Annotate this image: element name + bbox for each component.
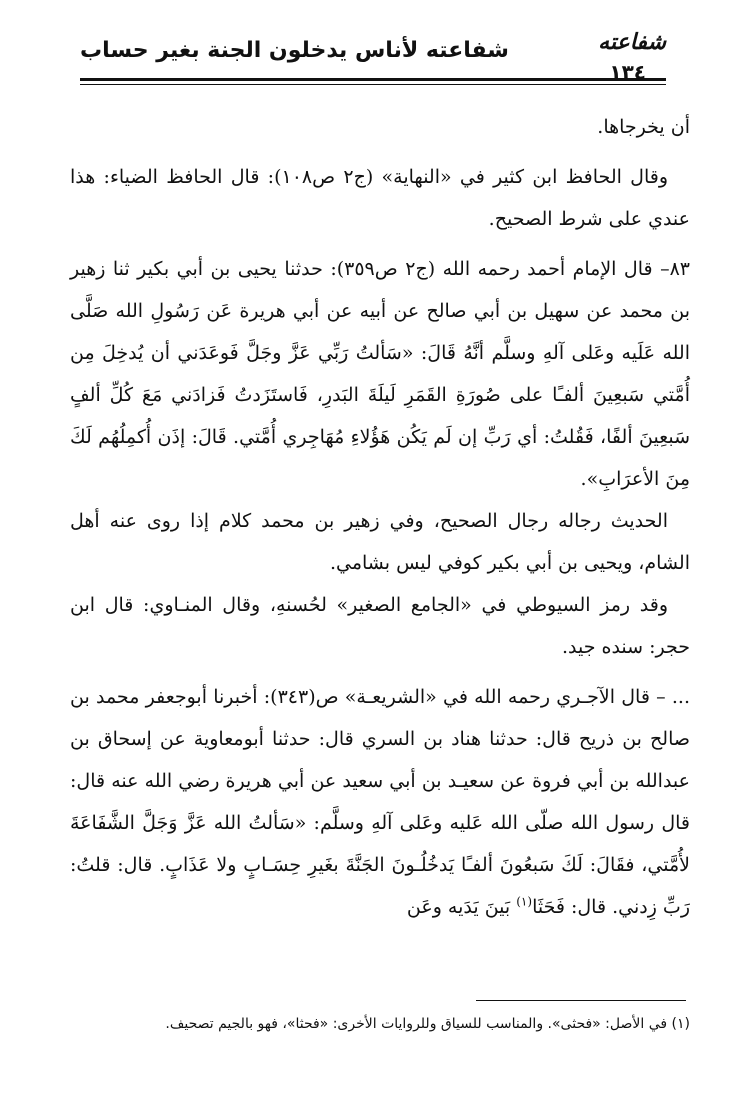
footnote-rule — [476, 1000, 686, 1001]
header-rule — [80, 78, 666, 81]
hadith-ajurri-tail: بَينَ يَدَيه وعَن — [406, 896, 511, 918]
paragraph-2: وقال الحافظ ابن كثير في «النهاية» (ج٢ ص١٠٨): قال الحافظ الضياء: هذا عندي على شرط الصحيح. — [70, 166, 690, 230]
header-logo: شفاعته — [598, 30, 666, 55]
header-rule-thin — [80, 84, 666, 85]
paragraph-grading: الحديث رجاله رجال الصحيح، وفي زهير بن محمد كلام إذا روى عنه أهل الشام، ويحيى بن أبي بكير كوفي ليس بشامي. — [70, 510, 690, 574]
page-header — [80, 30, 666, 90]
page-body — [70, 106, 690, 928]
paragraph-suyuti: وقد رمز السيوطي في «الجامع الصغير» لحُسنهِ، وقال المنـاوي: قال ابن حجر: سنده جيد. — [70, 594, 690, 658]
hadith-ajurri — [70, 676, 690, 928]
page-number: ١٣٤ — [609, 60, 646, 84]
hadith-83: ٨٣– قال الإمام أحمد رحمه الله (ج٢ ص٣٥٩): حدثنا يحيى بن أبي بكير ثنا زهير بن محمد عن سهيل بن أبي صالح عن أبيه عن أبي هريرة عَن رَسُولِ الله صَلَّى الله عَلَيه وعَلى آلهِ وسلَّم أنَّهُ قَالَ: «سَألتُ رَبِّي عَزَّ وجَلَّ فَوعَدَني أن يُدخِلَ مِن أُمَّتي سَبعِينَ ألفـًا على صُورَةِ القَمَرِ لَيلَةَ البَدرِ، فَاستَزَدتُ فَزادَني مَعَ كُلِّ ألفٍ سَبعِينَ ألفًا، فَقُلتُ: أي رَبِّ إن لَم يَكُن هَؤُلاءِ مُهَاجِري أُمَّتي. قَالَ: إذَن أُكمِلُهُم لَكَ مِنَ الأعرَابِ». — [70, 258, 690, 490]
hadith-ajurri-text: ... – قال الآجـري رحمه الله في «الشريعـة» ص(٣٤٣): أخبرنا أبوجعفر محمد بن صالح بن ذريح قال: حدثنا هناد بن السري قال: حدثنا أبومعاوية عن إسحاق بن عبدالله بن أبي فروة عن سعيـد بن أبي سعيد عن أبي هريرة رضي الله عنه قال: قال رسول الله صلّى الله عَليه وعَلى آلهِ وسلَّم: «سَألتُ الله عَزَّ وَجَلَّ الشَّفَاعَةَ لأُمَّتي، فقَالَ: لَكَ سَبعُونَ ألفـًا يَدخُلُـونَ الجَنَّةَ بغَيرِ حِسَـابٍ ولا عَذَابٍ. قال: قلتُ: رَبِّ زِدني. قال: فَحَثَا — [70, 686, 690, 918]
chapter-title: شفاعته لأناس يدخلون الجنة بغير حساب — [80, 38, 509, 63]
footnote: (١) في الأصل: «فحثى». والمناسب للسياق وللروايات الأخرى: «فحثا»، فهو بالجيم تصحيف. — [165, 1016, 690, 1032]
paragraph-1: أن يخرجاها. — [597, 116, 690, 138]
footnote-reference: (١) — [516, 894, 533, 909]
